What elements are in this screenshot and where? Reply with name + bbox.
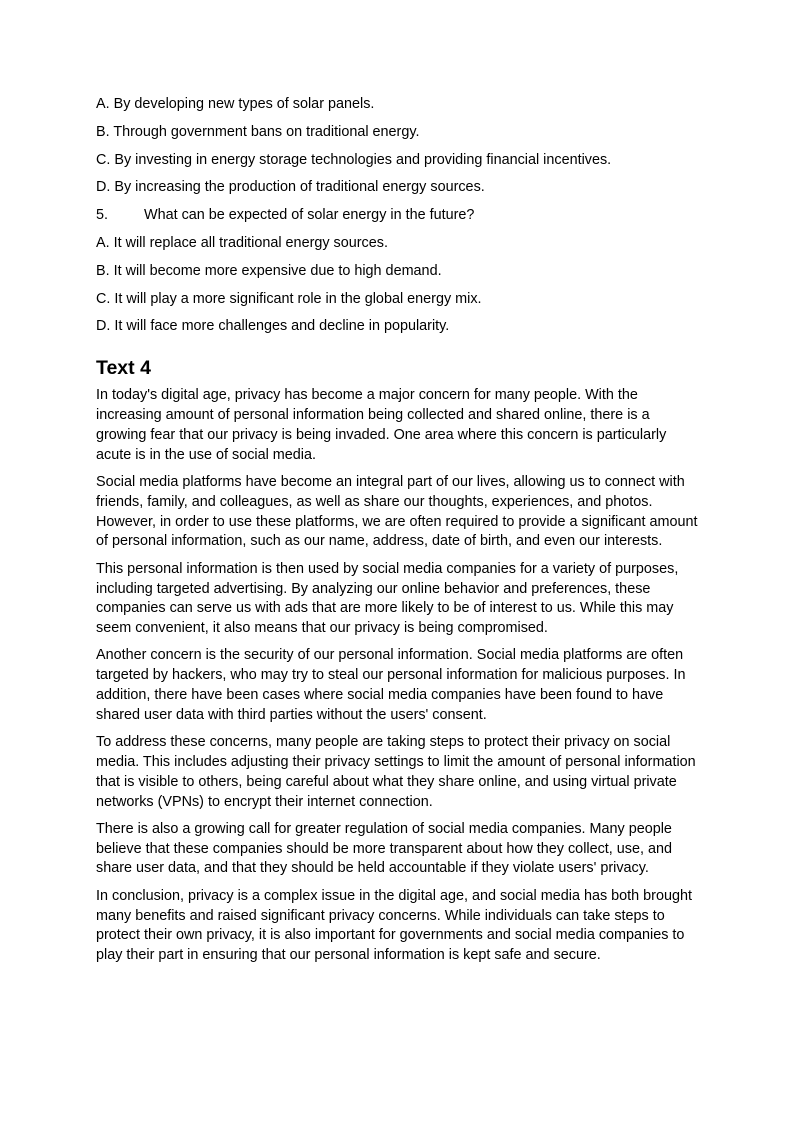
question5-option-b: B. It will become more expensive due to high demand. bbox=[96, 262, 442, 279]
question4-option-b: B. Through government bans on traditional energy. bbox=[96, 123, 420, 140]
paragraph-2: Social media platforms have become an integral part of our lives, allowing us to connect with friends, family, and colleagues, as well as share our thoughts, experiences, and photos. However, in order to use these platforms, we are often required to provide a significant amount of personal information, such as our name, address, date of birth, and even our interests. bbox=[96, 474, 698, 550]
question5-text: What can be expected of solar energy in the future? bbox=[144, 207, 475, 224]
paragraph-4: Another concern is the security of our personal information. Social media platforms are often targeted by hackers, who may try to steal our personal information for malicious purposes. In addition, there have been cases where social media companies have been found to have shared user data with third parties without the users' consent. bbox=[96, 647, 686, 723]
paragraph-5: To address these concerns, many people are taking steps to protect their privacy on social media. This includes adjusting their privacy settings to limit the amount of personal information that is visible to others, being careful about what they share online, and using virtual private networks (VPNs) to encrypt their internet connection. bbox=[96, 734, 696, 810]
paragraph-7: In conclusion, privacy is a complex issue in the digital age, and social media has both brought many benefits and raised significant privacy concerns. While individuals can take steps to protect their own privacy, it is also important for governments and social media companies to play their part in ensuring that our personal information is kept safe and secure. bbox=[96, 887, 692, 964]
question5-option-c: C. It will play a more significant role in the global energy mix. bbox=[96, 290, 482, 307]
paragraph-1: In today's digital age, privacy has become a major concern for many people. With the increasing amount of personal information being collected and shared online, there is a growing fear that our privacy is being invaded. One area where this concern is particularly acute is in the use of social media. bbox=[96, 387, 667, 463]
question5-option-d: D. It will face more challenges and decline in popularity. bbox=[96, 318, 450, 335]
question5-option-a: A. It will replace all traditional energy sources. bbox=[96, 234, 388, 251]
question4-option-c: C. By investing in energy storage technologies and providing financial incentives. bbox=[96, 151, 612, 168]
section-heading: Text 4 bbox=[96, 357, 151, 380]
question5-number: 5. bbox=[96, 207, 109, 224]
paragraph-3: This personal information is then used by social media companies for a variety of purposes, including targeted advertising. By analyzing our online behavior and preferences, these companies can serve us with ads that are more likely to be of interest to us. While this may seem convenient, it also means that our privacy is being compromised. bbox=[96, 560, 679, 637]
question4-option-a: A. By developing new types of solar panels. bbox=[96, 96, 375, 112]
question5 bbox=[96, 205, 702, 225]
paragraph-6: There is also a growing call for greater regulation of social media companies. Many people believe that these companies should be more transparent about how they collect, use, and share user data, and that they should be held accountable if they violate users' privacy. bbox=[96, 820, 672, 877]
question4-option-d: D. By increasing the production of traditional energy sources. bbox=[96, 179, 485, 196]
page-content bbox=[96, 94, 702, 973]
